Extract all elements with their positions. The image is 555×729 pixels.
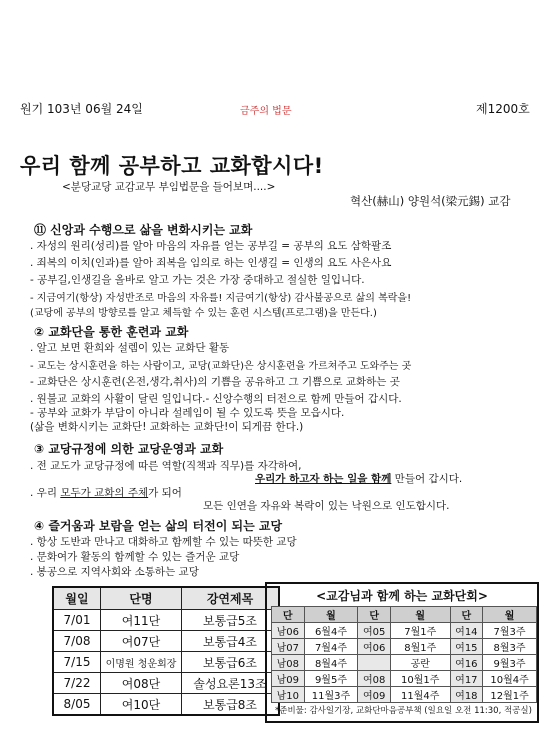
section-1-line: - 지금여기(항상) 자성반조로 마음의 자유를! 지금여기(항상) 감사불공으로 삶의 복락을! [30,293,412,304]
section-2-line: - 교도는 상시훈련을 하는 사람이고, 교당(교화단)은 상시훈련을 가르쳐주고 도와주는 곳 [30,361,412,372]
section-1-line: - 공부길,인생길을 올바로 알고 가는 것은 가장 중대하고 절실한 일입니다. [30,274,365,286]
emphasis-together: 우리가 하고자 하는 일을 함께 [255,473,392,485]
gyohwa-meeting-box [265,582,539,723]
gyohwa-box-title: <교감님과 함께 하는 교화단회> [316,589,488,603]
section-1-line: . 죄복의 이치(인과)를 알아 죄복을 임의로 하는 인생길 = 인생의 요도 사은사요 [30,257,392,269]
column-header: 강연제목 [182,587,280,610]
section-1-heading: ⑪ 신앙과 수행으로 삶을 변화시키는 교화 [34,223,253,237]
table-row: 8/05 여10단 보통급8조 [53,694,279,716]
section-1-line: . 자성의 원리(성리)를 알아 마음의 자유를 얻는 공부길 = 공부의 요도 삼학팔조 [30,240,392,252]
section-2-line: . 원불교 교화의 사활이 달린 일입니다.- 신앙수행의 터전으로 함께 만들어 갑시다. [30,393,402,405]
table-row: 7/15 이명원 청운회장 보통급6조 [53,652,279,673]
column-name: 금주의 법문 [240,106,292,117]
section-3-line: . 전 교도가 교당규정에 따른 역할(직책과 직무)를 자각하여, [30,460,302,472]
section-3-line: 모든 인연을 자유와 복락이 있는 낙원으로 인도합시다. [203,500,450,512]
section-3-line: 우리가 하고자 하는 일을 함께 만들어 갑시다. [255,473,463,485]
section-4-line: . 봉공으로 지역사회와 소통하는 교당 [30,566,199,578]
section-2-line: - 공부와 교화가 부담이 아니라 설레임이 될 수 있도록 뜻을 모읍시다. [30,407,345,419]
section-4-heading: ④ 즐거움과 보람을 얻는 삶의 터전이 되는 교당 [34,519,283,533]
issue-date: 원기 103년 06월 24일 [20,102,143,116]
table-header-row: 단 월 단 월 단 월 [272,607,537,623]
section-2-line: (삶을 변화시키는 교화단! 교화하는 교화단!이 되게끔 한다.) [30,421,304,433]
column-header: 단명 [101,587,182,610]
section-2-line: . 알고 보면 환희와 설렘이 있는 교화단 활동 [30,342,230,354]
gyohwa-schedule-table [271,606,537,703]
table-row: 남07 7월4주 여06 8월1주 여15 8월3주 [272,639,537,655]
page-subtitle: <분당교당 교감교무 부임법문을 들어보며....> [62,181,276,193]
issue-number: 제1200호 [476,102,530,116]
author-line: 혁산(赫山) 양원석(梁元錫) 교감 [350,194,511,208]
section-2-heading: ② 교화단을 통한 훈련과 교화 [34,325,189,339]
preparation-note: *준비물: 감사일기장, 교화단마음공부책 (일요일 오전 11:30, 적공실) [275,706,532,716]
section-4-line: . 항상 도반과 만나고 대화하고 함께할 수 있는 따뜻한 교당 [30,536,297,548]
section-2-line: - 교화단은 상시훈련(온전,생각,취사)의 기쁨을 공유하고 그 기쁨으로 교화하는 곳 [30,376,400,388]
table-row: 남08 8월4주 공란 여16 9월3주 [272,655,537,671]
column-header: 월일 [53,587,101,610]
page-title: 우리 함께 공부하고 교화합시다! [20,154,324,178]
lecture-schedule-table [52,586,280,716]
table-header-row [53,587,279,610]
section-3-line: . 우리 모두가 교화의 주체가 되어 [30,487,182,499]
section-4-line: . 문화여가 활동의 함께할 수 있는 즐거운 교당 [30,551,240,563]
table-row: 남10 11월3주 여09 11월4주 여18 12월1주 [272,687,537,703]
table-row: 7/08 여07단 보통급4조 [53,631,279,652]
table-row: 7/22 여08단 솔성요론13조 [53,673,279,694]
section-1-line: (교당에 공부의 방향로를 알고 체득할 수 있는 훈련 시스템(프로그램)을 만든다.) [30,308,377,319]
table-row: 남09 9월5주 여08 10월1주 여17 10월4주 [272,671,537,687]
section-3-heading: ③ 교당규정에 의한 교당운영과 교화 [34,442,224,456]
table-row: 7/01 여11단 보통급5조 [53,610,279,631]
table-row: 남06 6월4주 여05 7월1주 여14 7월3주 [272,623,537,639]
emphasis-subject: 모두가 교화의 주체 [60,487,149,499]
